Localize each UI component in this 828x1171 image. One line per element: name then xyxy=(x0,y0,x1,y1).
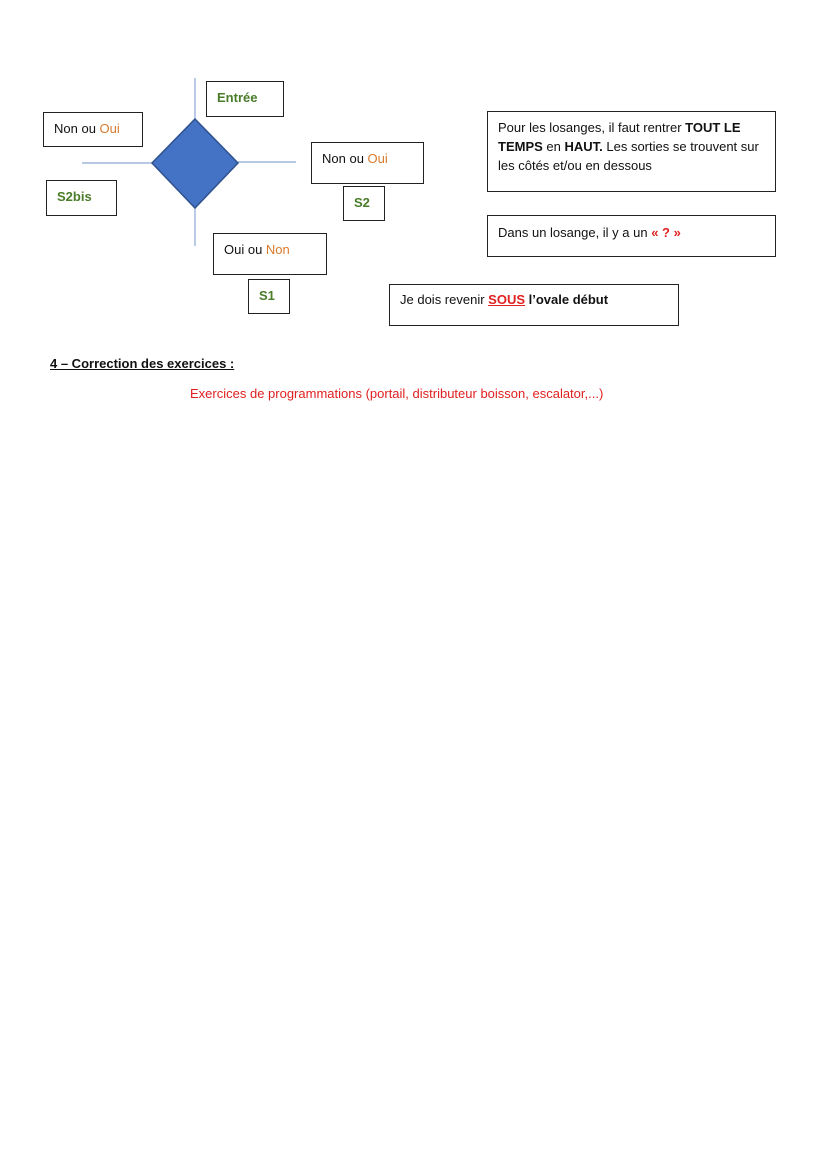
entree-label: Entrée xyxy=(217,90,258,105)
left-branch-prefix: Non ou xyxy=(54,121,100,136)
losange-rule-bold2: HAUT. xyxy=(564,139,603,154)
question-highlight: « ? » xyxy=(651,225,681,240)
bottom-branch-suffix: Non xyxy=(265,242,290,257)
return-rule-suffix: l’ovale début xyxy=(525,292,609,307)
section-subtitle: Exercices de programmations (portail, distributeur boisson, escalator,...) xyxy=(190,386,604,401)
losange-rule-bold1: TOUT LE TEMPS xyxy=(498,120,741,154)
question-note xyxy=(487,215,776,257)
losange-rule-part1: Pour les losanges, il faut rentrer xyxy=(498,120,686,135)
left-output-box xyxy=(46,180,117,216)
right-branch-box xyxy=(311,142,424,184)
right-branch-prefix: Non ou xyxy=(322,151,368,166)
return-rule-text: Je dois revenir xyxy=(400,292,489,307)
right-branch-suffix: Oui xyxy=(367,151,388,166)
bottom-branch-box xyxy=(213,233,327,275)
section-title: 4 – Correction des exercices : xyxy=(50,356,235,371)
decision-diamond xyxy=(152,119,238,208)
bottom-output-box xyxy=(248,279,290,314)
losange-rule-note xyxy=(487,111,776,192)
left-output-label: S2bis xyxy=(57,189,92,204)
losange-rule-part3: Les sorties se trouvent sur les côtés et/ou en dessous xyxy=(498,139,759,173)
return-rule-note xyxy=(389,284,679,326)
bottom-branch-prefix: Oui ou xyxy=(224,242,266,257)
entree-box xyxy=(206,81,284,117)
return-rule-highlight: SOUS xyxy=(488,292,525,307)
losange-rule-part2: en xyxy=(542,139,565,154)
question-text: Dans un losange, il y a un xyxy=(498,225,652,240)
right-output-box xyxy=(343,186,385,221)
right-output-label: S2 xyxy=(354,195,370,210)
left-branch-suffix: Oui xyxy=(99,121,120,136)
left-branch-box xyxy=(43,112,143,147)
bottom-output-label: S1 xyxy=(259,288,275,303)
